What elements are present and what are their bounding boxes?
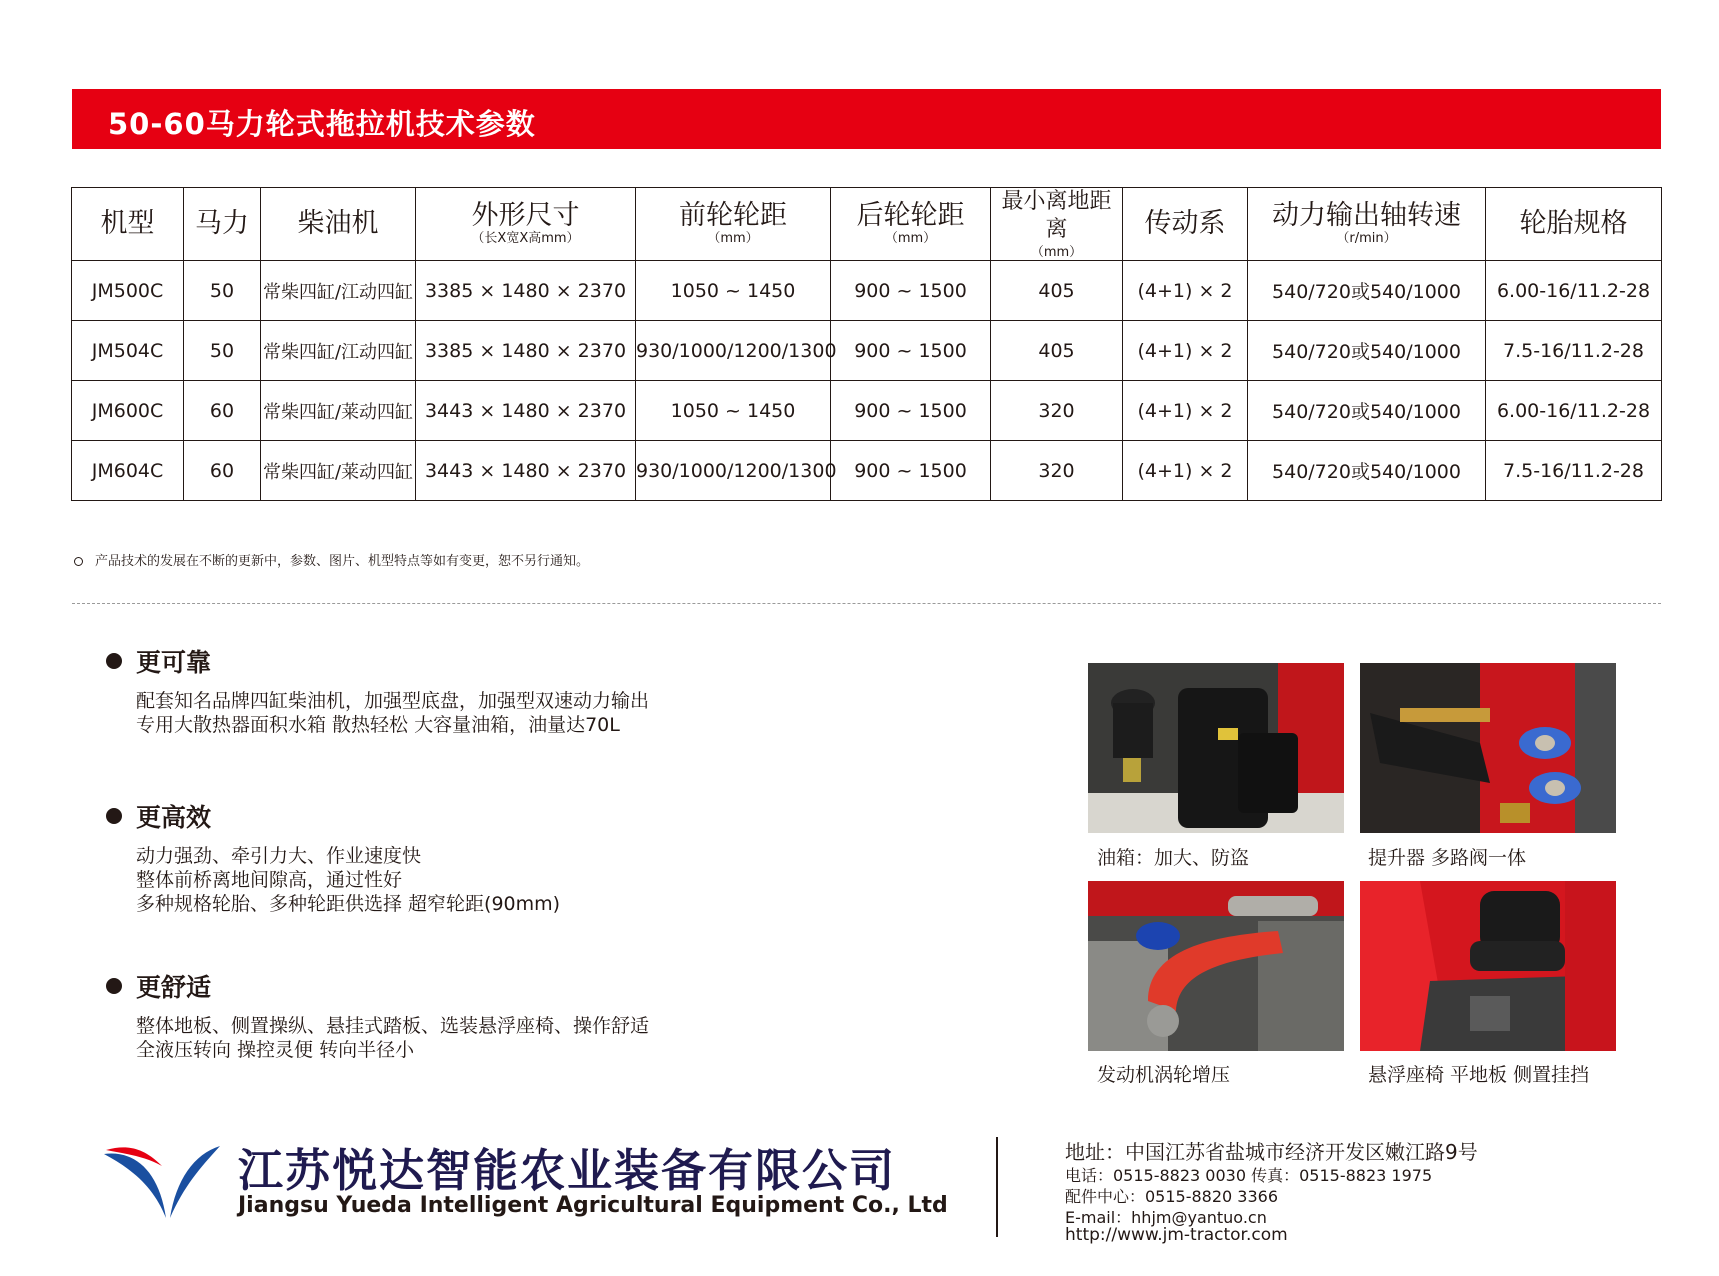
table-cell: 60 xyxy=(184,381,261,441)
table-cell: 320 xyxy=(991,441,1123,501)
col-header: 传动系 xyxy=(1123,188,1248,261)
col-header: 马力 xyxy=(184,188,261,261)
table-cell: 1050 ~ 1450 xyxy=(636,381,831,441)
table-cell: 405 xyxy=(991,261,1123,321)
photo-suspension-seat xyxy=(1360,881,1616,1051)
photo-fuel-tank xyxy=(1088,663,1344,833)
table-row xyxy=(72,321,1662,381)
disclaimer-note: 产品技术的发展在不断的更新中，参数、图片、机型特点等如有变更，恕不另行通知。 xyxy=(74,550,589,569)
table-cell: 1050 ~ 1450 xyxy=(636,261,831,321)
company-logo xyxy=(104,1140,220,1220)
table-cell: 900 ~ 1500 xyxy=(831,441,991,501)
col-header: 后轮轮距 （mm） xyxy=(831,188,991,261)
table-cell: 50 xyxy=(184,321,261,381)
photo-caption: 悬浮座椅 平地板 侧置挂挡 xyxy=(1368,1064,1590,1086)
table-cell: 540/720或540/1000 xyxy=(1248,261,1486,321)
photo-caption: 提升器 多路阀一体 xyxy=(1368,847,1527,869)
page-title: 50-60马力轮式拖拉机技术参数 xyxy=(108,107,536,141)
contact-address: 地址：中国江苏省盐城市经济开发区嫩江路9号 xyxy=(1065,1140,1478,1164)
table-row xyxy=(72,261,1662,321)
table-cell: 7.5-16/11.2-28 xyxy=(1486,441,1662,501)
col-header: 机型 xyxy=(72,188,184,261)
col-header: 轮胎规格 xyxy=(1486,188,1662,261)
feature-reliable xyxy=(106,643,649,737)
table-cell: (4+1) × 2 xyxy=(1123,381,1248,441)
table-cell: (4+1) × 2 xyxy=(1123,261,1248,321)
vertical-divider xyxy=(996,1137,998,1237)
bullet-icon xyxy=(106,653,122,669)
contact-email: E-mail：hhjm@yantuo.cn xyxy=(1065,1208,1267,1227)
table-cell: 900 ~ 1500 xyxy=(831,261,991,321)
table-cell: 930/1000/1200/1300 xyxy=(636,321,831,381)
feature-line: 全液压转向 操控灵便 转向半径小 xyxy=(136,1039,415,1061)
table-cell: 930/1000/1200/1300 xyxy=(636,441,831,501)
company-name-en: Jiangsu Yueda Intelligent Agricultural Equipment Co., Ltd xyxy=(238,1193,948,1218)
feature-title: 更可靠 xyxy=(136,648,212,677)
table-header-row xyxy=(72,188,1662,261)
table-cell: 320 xyxy=(991,381,1123,441)
table-cell: JM604C xyxy=(72,441,184,501)
company-name-cn: 江苏悦达智能农业装备有限公司 xyxy=(238,1144,897,1197)
table-cell: 405 xyxy=(991,321,1123,381)
photo-caption: 发动机涡轮增压 xyxy=(1097,1064,1231,1086)
table-cell: JM504C xyxy=(72,321,184,381)
table-cell: 常柴四缸/江动四缸 xyxy=(261,321,416,381)
feature-title: 更高效 xyxy=(136,803,212,832)
table-row xyxy=(72,381,1662,441)
table-cell: 常柴四缸/莱动四缸 xyxy=(261,441,416,501)
table-cell: 3385 × 1480 × 2370 xyxy=(416,321,636,381)
spec-table xyxy=(71,187,1662,501)
col-header: 柴油机 xyxy=(261,188,416,261)
table-row xyxy=(72,441,1662,501)
circle-bullet-icon xyxy=(74,557,83,566)
table-cell: 7.5-16/11.2-28 xyxy=(1486,321,1662,381)
dashed-divider xyxy=(72,603,1661,604)
contact-website[interactable]: http://www.jm-tractor.com xyxy=(1065,1225,1288,1245)
feature-line: 整体地板、侧置操纵、悬挂式踏板、选装悬浮座椅、操作舒适 xyxy=(136,1015,650,1037)
table-cell: 50 xyxy=(184,261,261,321)
table-cell: JM500C xyxy=(72,261,184,321)
title-banner xyxy=(72,89,1661,149)
table-cell: 6.00-16/11.2-28 xyxy=(1486,381,1662,441)
bullet-icon xyxy=(106,808,122,824)
feature-line: 配套知名品牌四缸柴油机，加强型底盘，加强型双速动力输出 xyxy=(136,690,650,712)
col-header: 前轮轮距 （mm） xyxy=(636,188,831,261)
bullet-icon xyxy=(106,978,122,994)
table-cell: 3385 × 1480 × 2370 xyxy=(416,261,636,321)
feature-line: 动力强劲、牵引力大、作业速度快 xyxy=(136,845,422,867)
photo-lifter-valve xyxy=(1360,663,1616,833)
table-cell: 6.00-16/11.2-28 xyxy=(1486,261,1662,321)
table-cell: 常柴四缸/莱动四缸 xyxy=(261,381,416,441)
col-header: 动力输出轴转速 （r/min） xyxy=(1248,188,1486,261)
feature-comfortable xyxy=(106,968,649,1062)
feature-line: 多种规格轮胎、多种轮距供选择 超窄轮距(90mm) xyxy=(136,893,561,915)
table-cell: 3443 × 1480 × 2370 xyxy=(416,381,636,441)
contact-phone-fax: 电话：0515-8823 0030 传真：0515-8823 1975 xyxy=(1065,1166,1433,1185)
table-cell: 900 ~ 1500 xyxy=(831,381,991,441)
table-cell: JM600C xyxy=(72,381,184,441)
col-header: 最小离地距离 （mm） xyxy=(991,188,1123,261)
feature-line: 整体前桥离地间隙高，通过性好 xyxy=(136,869,403,891)
table-cell: 540/720或540/1000 xyxy=(1248,381,1486,441)
photo-turbocharger xyxy=(1088,881,1344,1051)
contact-parts-center: 配件中心：0515-8820 3366 xyxy=(1065,1187,1279,1206)
table-cell: 900 ~ 1500 xyxy=(831,321,991,381)
feature-title: 更舒适 xyxy=(136,973,212,1002)
table-cell: 60 xyxy=(184,441,261,501)
table-cell: 常柴四缸/江动四缸 xyxy=(261,261,416,321)
feature-line: 专用大散热器面积水箱 散热轻松 大容量油箱，油量达70L xyxy=(136,714,620,736)
table-cell: (4+1) × 2 xyxy=(1123,321,1248,381)
col-header: 外形尺寸 （长X宽X高mm） xyxy=(416,188,636,261)
photo-caption: 油箱：加大、防盗 xyxy=(1097,847,1250,869)
feature-efficient xyxy=(106,798,560,916)
table-cell: 540/720或540/1000 xyxy=(1248,441,1486,501)
table-cell: (4+1) × 2 xyxy=(1123,441,1248,501)
table-cell: 3443 × 1480 × 2370 xyxy=(416,441,636,501)
table-cell: 540/720或540/1000 xyxy=(1248,321,1486,381)
